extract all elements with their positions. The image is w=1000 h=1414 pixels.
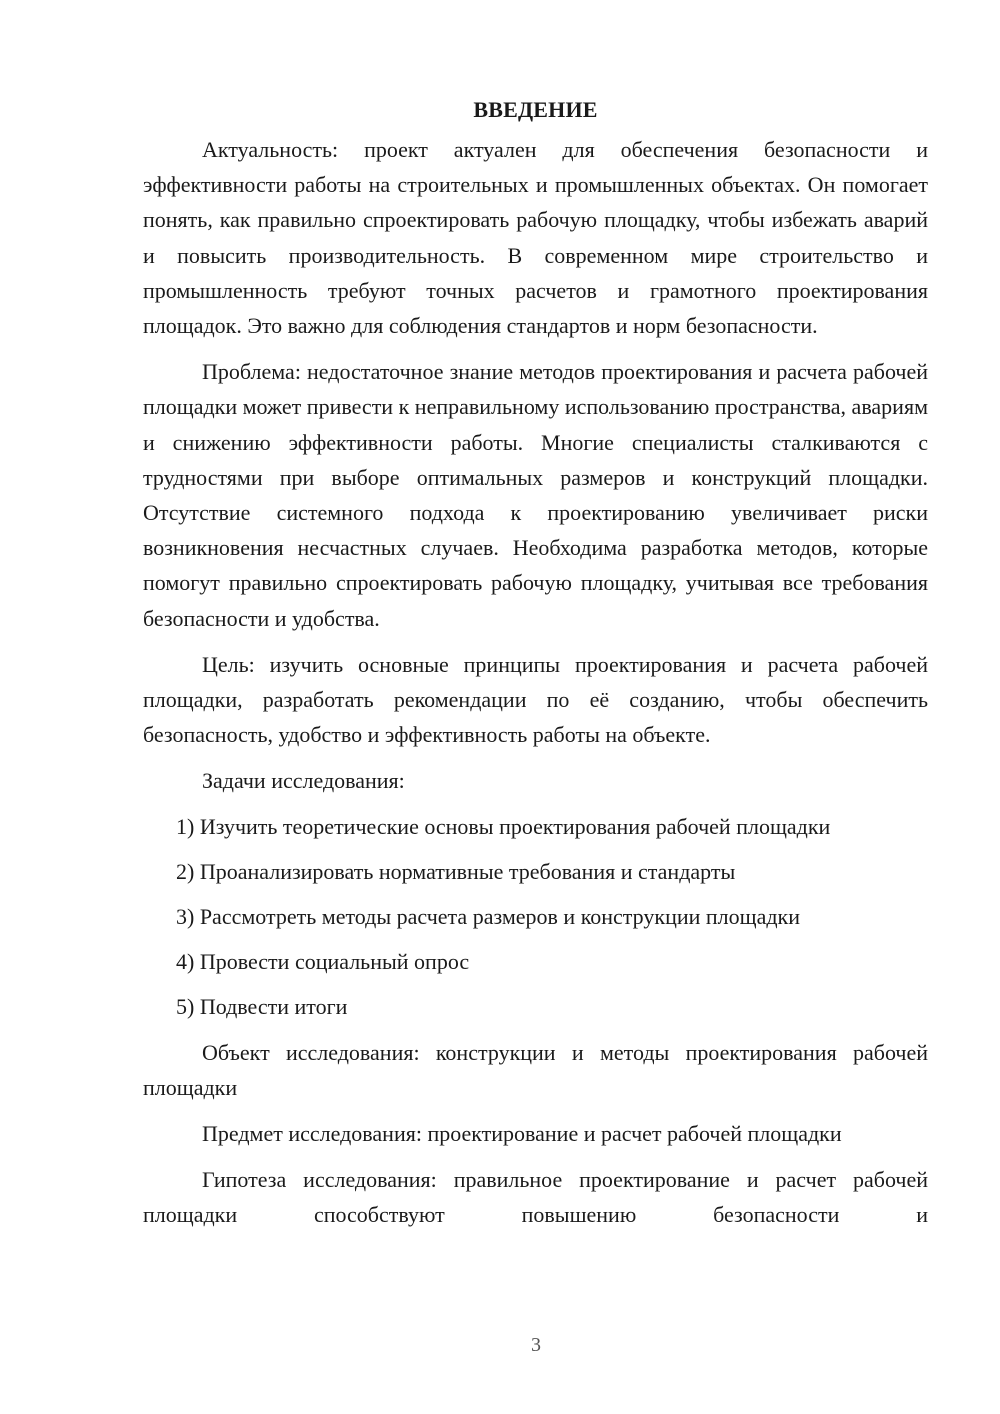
task-item: 5) Подвести итоги (176, 994, 348, 1020)
task-item: 3) Рассмотреть методы расчета размеров и конструкции площадки (176, 904, 801, 930)
relevance-paragraph: Актуальность: проект актуален для обеспечения безопасности и эффективности работы на строительных и промышленных объектах. Он помогает понять, как правильно спроектировать рабочую площадку, чтобы избежать аварий и повысить производительность. В современном мире строительство и промышленность требуют точных расчетов и грамотного проектирования площадок. Это важно для соблюдения стандартов и норм безопасности. (143, 137, 928, 339)
task-item: 1) Изучить теоретические основы проектирования рабочей площадки (176, 813, 831, 839)
goal-paragraph: Цель: изучить основные принципы проектирования и расчета рабочей площадки, разработать рекомендации по её созданию, чтобы обеспечить безопасность, удобство и эффективность работы на объекте. (143, 651, 928, 748)
page-heading: ВВЕДЕНИЕ (473, 97, 598, 122)
hypothesis-paragraph: Гипотеза исследования: правильное проектирование и расчет рабочей площадки способствуют повышению безопасности и (143, 1167, 928, 1228)
subject-paragraph: Предмет исследования: проектирование и расчет рабочей площадки (202, 1121, 842, 1147)
task-item: 4) Провести социальный опрос (176, 949, 470, 975)
document-page (143, 88, 928, 1244)
tasks-list (143, 809, 928, 1025)
object-paragraph: Объект исследования: конструкции и методы проектирования рабочей площадки (143, 1039, 928, 1100)
task-item: 2) Проанализировать нормативные требования и стандарты (176, 858, 736, 884)
problem-paragraph: Проблема: недостаточное знание методов проектирования и расчета рабочей площадки может привести к неправильному использованию пространства, авариям и снижению эффективности работы. Многие специалисты сталкиваются с трудностями при выборе оптимальных размеров и конструкций площадки. Отсутствие системного подхода к проектированию увеличивает риски возникновения несчастных случаев. Необходима разработка методов, которые помогут правильно спроектировать рабочую площадку, учитывая все требования безопасности и удобства. (143, 359, 928, 631)
page-number: 3 (531, 1334, 541, 1356)
tasks-title: Задачи исследования: (202, 768, 405, 794)
